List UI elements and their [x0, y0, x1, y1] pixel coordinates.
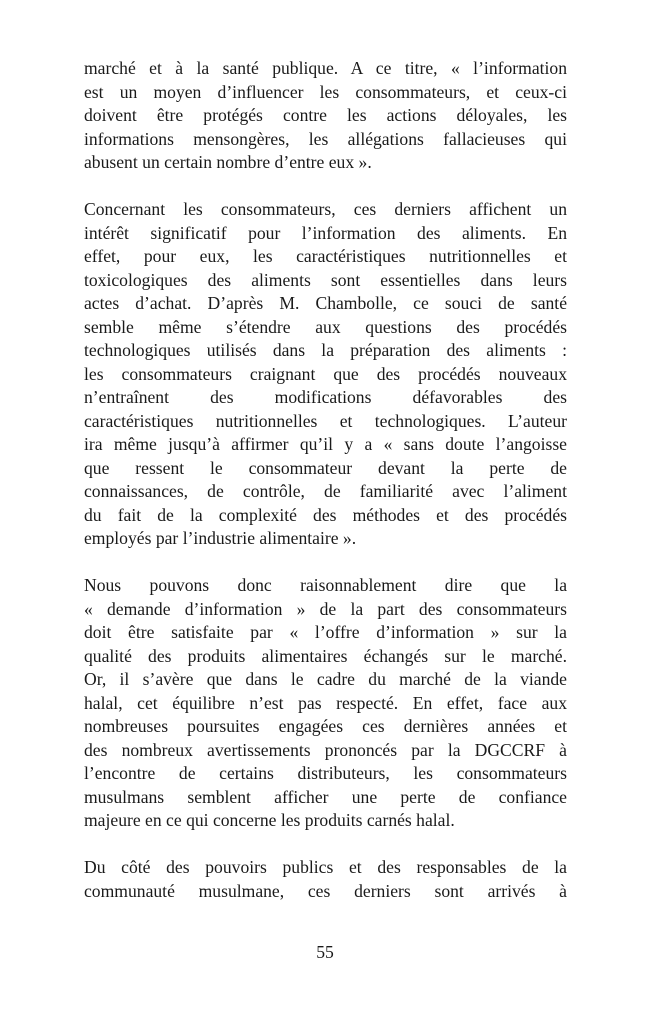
text-line: toxicologiques des aliments sont essentielles dans leurs [84, 269, 567, 290]
text-line: semble même s’étendre aux questions des procédés [84, 316, 567, 337]
paragraph-gap [84, 175, 567, 199]
text-line: abusent un certain nombre d’entre eux ». [84, 152, 372, 172]
text-line: ira même jusqu’à affirmer qu’il y a « sans doute l’angoisse [84, 434, 567, 454]
paragraph-gap [84, 833, 567, 857]
text-line: Nous pouvons donc raisonnablement dire que la [84, 575, 567, 595]
text-line: musulmans semblent afficher une perte de confiance [84, 786, 567, 807]
text-line: n’entraînent des modifications défavorables des [84, 387, 567, 407]
text-line: « demande d’information » de la part des consommateurs [84, 598, 567, 619]
paragraph-3 [84, 574, 567, 833]
text-line: actes d’achat. D’après M. Chambolle, ce souci de santé [84, 293, 567, 313]
paragraph-1 [84, 57, 567, 175]
paragraph-4 [84, 856, 567, 903]
text-line: du fait de la complexité des méthodes et des procédés [84, 504, 567, 525]
text-line: employés par l’industrie alimentaire ». [84, 528, 357, 548]
text-line: doit être satisfaite par « l’offre d’information » sur la [84, 622, 567, 642]
text-line: effet, pour eux, les caractéristiques nutritionnelles et [84, 246, 567, 266]
text-line: technologiques utilisés dans la préparation des aliments : [84, 340, 567, 360]
body-text [84, 57, 567, 903]
text-line: intérêt significatif pour l’information des aliments. En [84, 222, 567, 243]
text-line: marché et à la santé publique. A ce titre, « l’information [84, 58, 567, 78]
text-line: que ressent le consommateur devant la perte de [84, 457, 567, 478]
page-number: 55 [316, 942, 334, 962]
text-line: nombreuses poursuites engagées ces dernières années et [84, 716, 567, 736]
text-line: connaissances, de contrôle, de familiarité avec l’aliment [84, 481, 567, 501]
text-line: Concernant les consommateurs, ces derniers affichent un [84, 199, 567, 219]
text-line: Du côté des pouvoirs publics et des responsables de la [84, 857, 567, 877]
text-line: est un moyen d’influencer les consommateurs, et ceux-ci [84, 81, 567, 102]
text-line: informations mensongères, les allégations fallacieuses qui [84, 128, 567, 149]
text-line: majeure en ce qui concerne les produits carnés halal. [84, 810, 455, 830]
text-line: l’encontre de certains distributeurs, les consommateurs [84, 763, 567, 783]
text-line: Or, il s’avère que dans le cadre du marché de la viande [84, 669, 567, 689]
text-line: communauté musulmane, ces derniers sont arrivés à [84, 880, 567, 901]
text-line: qualité des produits alimentaires échangés sur le marché. [84, 645, 567, 666]
text-line: doivent être protégés contre les actions déloyales, les [84, 105, 567, 125]
text-line: les consommateurs craignant que des procédés nouveaux [84, 363, 567, 384]
paragraph-2 [84, 198, 567, 551]
text-line: des nombreux avertissements prononcés par la DGCCRF à [84, 739, 567, 760]
paragraph-gap [84, 551, 567, 575]
text-line: halal, cet équilibre n’est pas respecté. En effet, face aux [84, 692, 567, 713]
text-line: caractéristiques nutritionnelles et technologiques. L’auteur [84, 410, 567, 431]
